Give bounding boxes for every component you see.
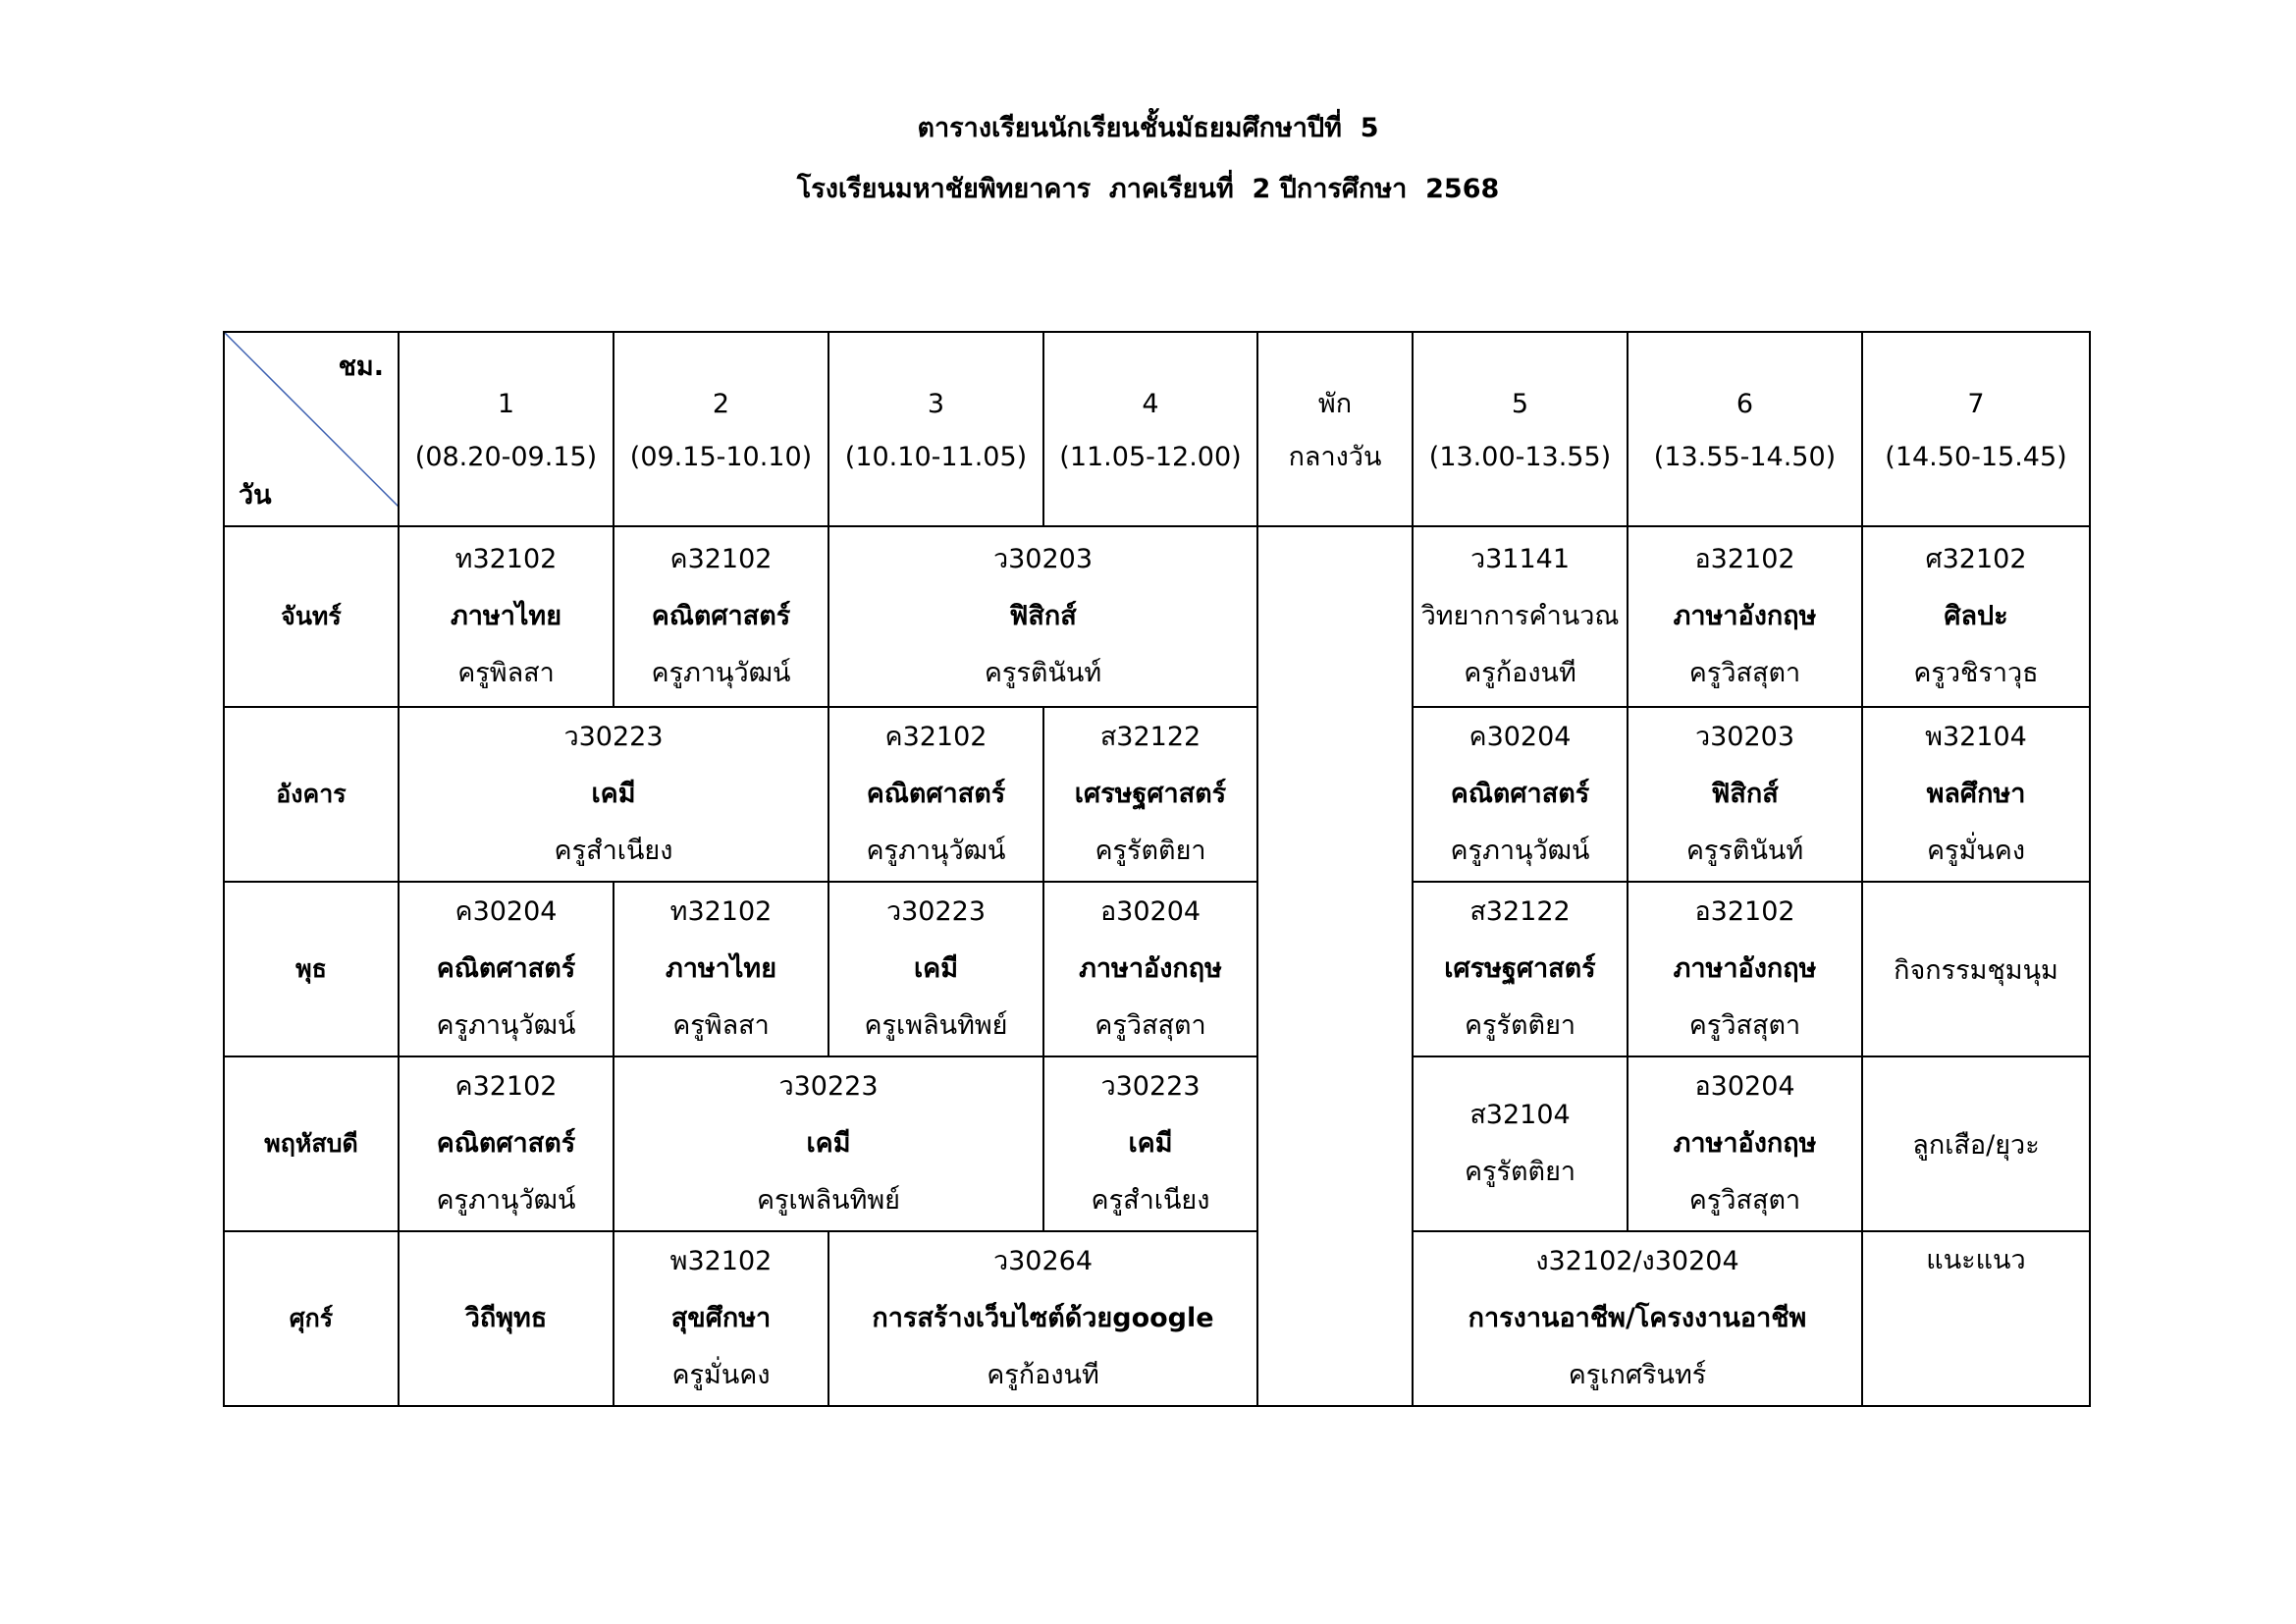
- lunch-label: พัก: [1317, 389, 1353, 419]
- course-subject: ฟิสิกส์: [1009, 601, 1077, 631]
- course-subject: การสร้างเว็บไซต์ด้วยgoogle: [872, 1303, 1214, 1333]
- class-cell: [1628, 882, 1862, 1056]
- period-time: (08.20-09.15): [414, 442, 598, 472]
- class-cell: [1413, 1056, 1628, 1231]
- class-cell: [1413, 1231, 1862, 1406]
- corner-day-label: วัน: [239, 480, 272, 511]
- class-cell: [1628, 707, 1862, 882]
- day-label: พฤหัสบดี: [224, 1056, 399, 1231]
- course-teacher: ครูรัตติยา: [1464, 1157, 1576, 1187]
- class-cell: [828, 1231, 1257, 1406]
- course-teacher: ครูภานุวัฒน์: [1450, 836, 1590, 866]
- day-row-tuesday: [224, 707, 2090, 882]
- activity-label: ลูกเสือ/ยุวะ: [1912, 1129, 2040, 1161]
- course-code: ว30203: [1694, 722, 1795, 752]
- course-subject: เศรษฐศาสตร์: [1444, 953, 1596, 984]
- course-subject: เคมี: [913, 953, 959, 984]
- course-teacher: ครูเพลินทิพย์: [864, 1010, 1008, 1041]
- class-cell: [828, 882, 1043, 1056]
- title-line-2: โรงเรียนมหาชัยพิทยาคาร ภาคเรียนที่ 2 ปีการศึกษา 2568: [796, 174, 1500, 204]
- day-label: พุธ: [224, 882, 399, 1056]
- course-subject: พลศึกษา: [1926, 779, 2026, 809]
- course-code: อ30204: [1099, 896, 1201, 927]
- course-teacher: ครูพิลสา: [672, 1010, 770, 1041]
- course-subject: วิทยาการคำนวณ: [1420, 601, 1620, 631]
- course-code: ว30223: [778, 1071, 879, 1102]
- period-header: [399, 332, 614, 526]
- class-cell: [399, 1231, 614, 1406]
- course-code: ว30203: [992, 544, 1094, 574]
- class-cell: [1862, 707, 2090, 882]
- period-time: (09.15-10.10): [629, 442, 813, 472]
- course-code: ค32102: [454, 1071, 558, 1102]
- activity-label: แนะแนว: [1926, 1245, 2026, 1275]
- class-cell: [1413, 882, 1628, 1056]
- class-cell: [828, 707, 1043, 882]
- course-subject: เคมี: [591, 779, 636, 809]
- course-code: อ32102: [1694, 544, 1795, 574]
- class-cell: [399, 707, 828, 882]
- course-subject: เศรษฐศาสตร์: [1074, 779, 1227, 809]
- class-cell: [399, 1056, 614, 1231]
- activity-label: กิจกรรมชุมนุม: [1894, 954, 2058, 986]
- course-subject: ภาษาอังกฤษ: [1079, 953, 1222, 984]
- course-teacher: ครูก้องนที: [1464, 658, 1576, 688]
- course-subject: คณิตศาสตร์: [436, 1128, 576, 1159]
- class-cell: [614, 882, 828, 1056]
- course-subject: ศิลปะ: [1944, 601, 2008, 631]
- course-code: ค30204: [1468, 722, 1572, 752]
- course-subject: เคมี: [1128, 1128, 1173, 1159]
- header-row: [224, 332, 2090, 526]
- course-teacher: ครูสำเนียง: [1091, 1185, 1210, 1216]
- period-header: [614, 332, 828, 526]
- course-teacher: ครูภานุวัฒน์: [651, 658, 791, 688]
- period-header: [1628, 332, 1862, 526]
- course-subject: วิถีพุทธ: [464, 1303, 548, 1333]
- course-code: ว30223: [885, 896, 987, 927]
- period-time: (11.05-12.00): [1059, 442, 1242, 472]
- day-row-thursday: [224, 1056, 2090, 1231]
- course-teacher: ครูเพลินทิพย์: [756, 1185, 900, 1216]
- period-header: [828, 332, 1043, 526]
- class-cell: [1862, 526, 2090, 707]
- course-teacher: ครูมั่นคง: [1926, 836, 2026, 866]
- day-label: อังคาร: [224, 707, 399, 882]
- course-teacher: ครูสำเนียง: [554, 836, 673, 866]
- course-subject: สุขศึกษา: [670, 1303, 772, 1333]
- activity-cell: [1862, 882, 2090, 1056]
- course-teacher: ครูรัตติยา: [1095, 836, 1206, 866]
- course-teacher: ครูวชิราวุธ: [1913, 658, 2039, 688]
- course-code: ว30223: [1100, 1071, 1201, 1102]
- day-label: จันทร์: [224, 526, 399, 707]
- course-code: ว31141: [1469, 544, 1571, 574]
- document-title: [0, 98, 2296, 220]
- course-subject: คณิตศาสตร์: [436, 953, 576, 984]
- day-row-monday: [224, 526, 2090, 707]
- lunch-break-cell: [1257, 526, 1413, 1406]
- course-code: อ32102: [1694, 896, 1795, 927]
- course-teacher: ครูรตินันท์: [984, 658, 1102, 688]
- course-teacher: ครูมั่นคง: [671, 1360, 771, 1390]
- course-teacher: ครูวิสสุตา: [1688, 658, 1801, 688]
- course-code: ค32102: [884, 722, 988, 752]
- class-cell: [614, 526, 828, 707]
- course-code: พ32104: [1925, 722, 2027, 752]
- activity-cell: [1862, 1056, 2090, 1231]
- period-number: 6: [1735, 389, 1754, 419]
- class-cell: [1043, 882, 1257, 1056]
- class-cell: [1043, 707, 1257, 882]
- course-code: ส32122: [1099, 722, 1201, 752]
- course-teacher: ครูรตินันท์: [1685, 836, 1804, 866]
- period-time: (14.50-15.45): [1885, 442, 2067, 472]
- period-time: (13.00-13.55): [1428, 442, 1612, 472]
- period-number: 3: [927, 389, 945, 419]
- course-subject: ภาษาไทย: [665, 953, 777, 984]
- class-cell: [1628, 1056, 1862, 1231]
- class-cell: [399, 526, 614, 707]
- period-header: [1043, 332, 1257, 526]
- period-number: 2: [712, 389, 730, 419]
- class-cell: [1413, 526, 1628, 707]
- course-subject: การงานอาชีพ/โครงงานอาชีพ: [1468, 1303, 1807, 1333]
- course-code: อ30204: [1694, 1071, 1795, 1102]
- course-teacher: ครูภานุวัฒน์: [866, 836, 1006, 866]
- course-teacher: ครูรัตติยา: [1464, 1010, 1576, 1041]
- course-code: ท32102: [669, 896, 773, 927]
- course-code: ค30204: [454, 896, 558, 927]
- class-cell: [1043, 1056, 1257, 1231]
- course-teacher: ครูพิลสา: [457, 658, 555, 688]
- course-teacher: ครูก้องนที: [987, 1360, 1099, 1390]
- course-subject: ฟิสิกส์: [1711, 779, 1779, 809]
- course-code: ศ32102: [1925, 544, 2027, 574]
- course-subject: ภาษาอังกฤษ: [1673, 1128, 1817, 1159]
- class-cell: [1413, 707, 1628, 882]
- course-subject: ภาษาอังกฤษ: [1673, 953, 1817, 984]
- schedule-table: [223, 331, 2091, 1407]
- day-row-wednesday: [224, 882, 2090, 1056]
- period-time: (13.55-14.50): [1653, 442, 1837, 472]
- course-teacher: ครูวิสสุตา: [1688, 1010, 1801, 1041]
- period-number: 4: [1142, 389, 1159, 419]
- course-code: ว30264: [992, 1246, 1094, 1276]
- class-cell: [828, 526, 1257, 707]
- period-number: 7: [1967, 389, 1985, 419]
- day-label: ศุกร์: [224, 1231, 399, 1406]
- class-cell: [614, 1056, 1043, 1231]
- course-teacher: ครูภานุวัฒน์: [436, 1185, 576, 1216]
- activity-cell: [1862, 1231, 2090, 1406]
- class-cell: [614, 1231, 828, 1406]
- title-line-1: ตารางเรียนนักเรียนชั้นมัธยมศึกษาปีที่ 5: [917, 113, 1379, 143]
- course-code: ว30223: [563, 722, 664, 752]
- class-cell: [399, 882, 614, 1056]
- course-teacher: ครูภานุวัฒน์: [436, 1010, 576, 1041]
- corner-period-label: ชม.: [338, 352, 384, 382]
- course-code: ส32104: [1469, 1100, 1571, 1130]
- course-subject: ภาษาไทย: [450, 601, 562, 631]
- period-time: (10.10-11.05): [844, 442, 1028, 472]
- corner-cell: [224, 332, 399, 526]
- period-header: [1413, 332, 1628, 526]
- course-subject: คณิตศาสตร์: [651, 601, 791, 631]
- course-teacher: ครูวิสสุตา: [1095, 1010, 1206, 1041]
- period-number: 5: [1511, 389, 1529, 419]
- class-cell: [1628, 526, 1862, 707]
- course-code: พ32102: [669, 1246, 773, 1276]
- course-subject: เคมี: [806, 1128, 851, 1159]
- day-row-friday: [224, 1231, 2090, 1406]
- course-subject: ภาษาอังกฤษ: [1673, 601, 1817, 631]
- lunch-label-2: กลางวัน: [1288, 442, 1382, 472]
- course-subject: คณิตศาสตร์: [1450, 779, 1590, 809]
- lunch-header: [1257, 332, 1413, 526]
- course-code: ง32102/ง30204: [1535, 1246, 1739, 1276]
- period-header: [1862, 332, 2090, 526]
- course-teacher: ครูวิสสุตา: [1688, 1185, 1801, 1216]
- course-teacher: ครูเกศรินทร์: [1568, 1360, 1707, 1390]
- course-subject: คณิตศาสตร์: [866, 779, 1006, 809]
- course-code: ค32102: [669, 544, 773, 574]
- course-code: ท32102: [454, 544, 558, 574]
- course-code: ส32122: [1469, 896, 1571, 927]
- period-number: 1: [497, 389, 515, 419]
